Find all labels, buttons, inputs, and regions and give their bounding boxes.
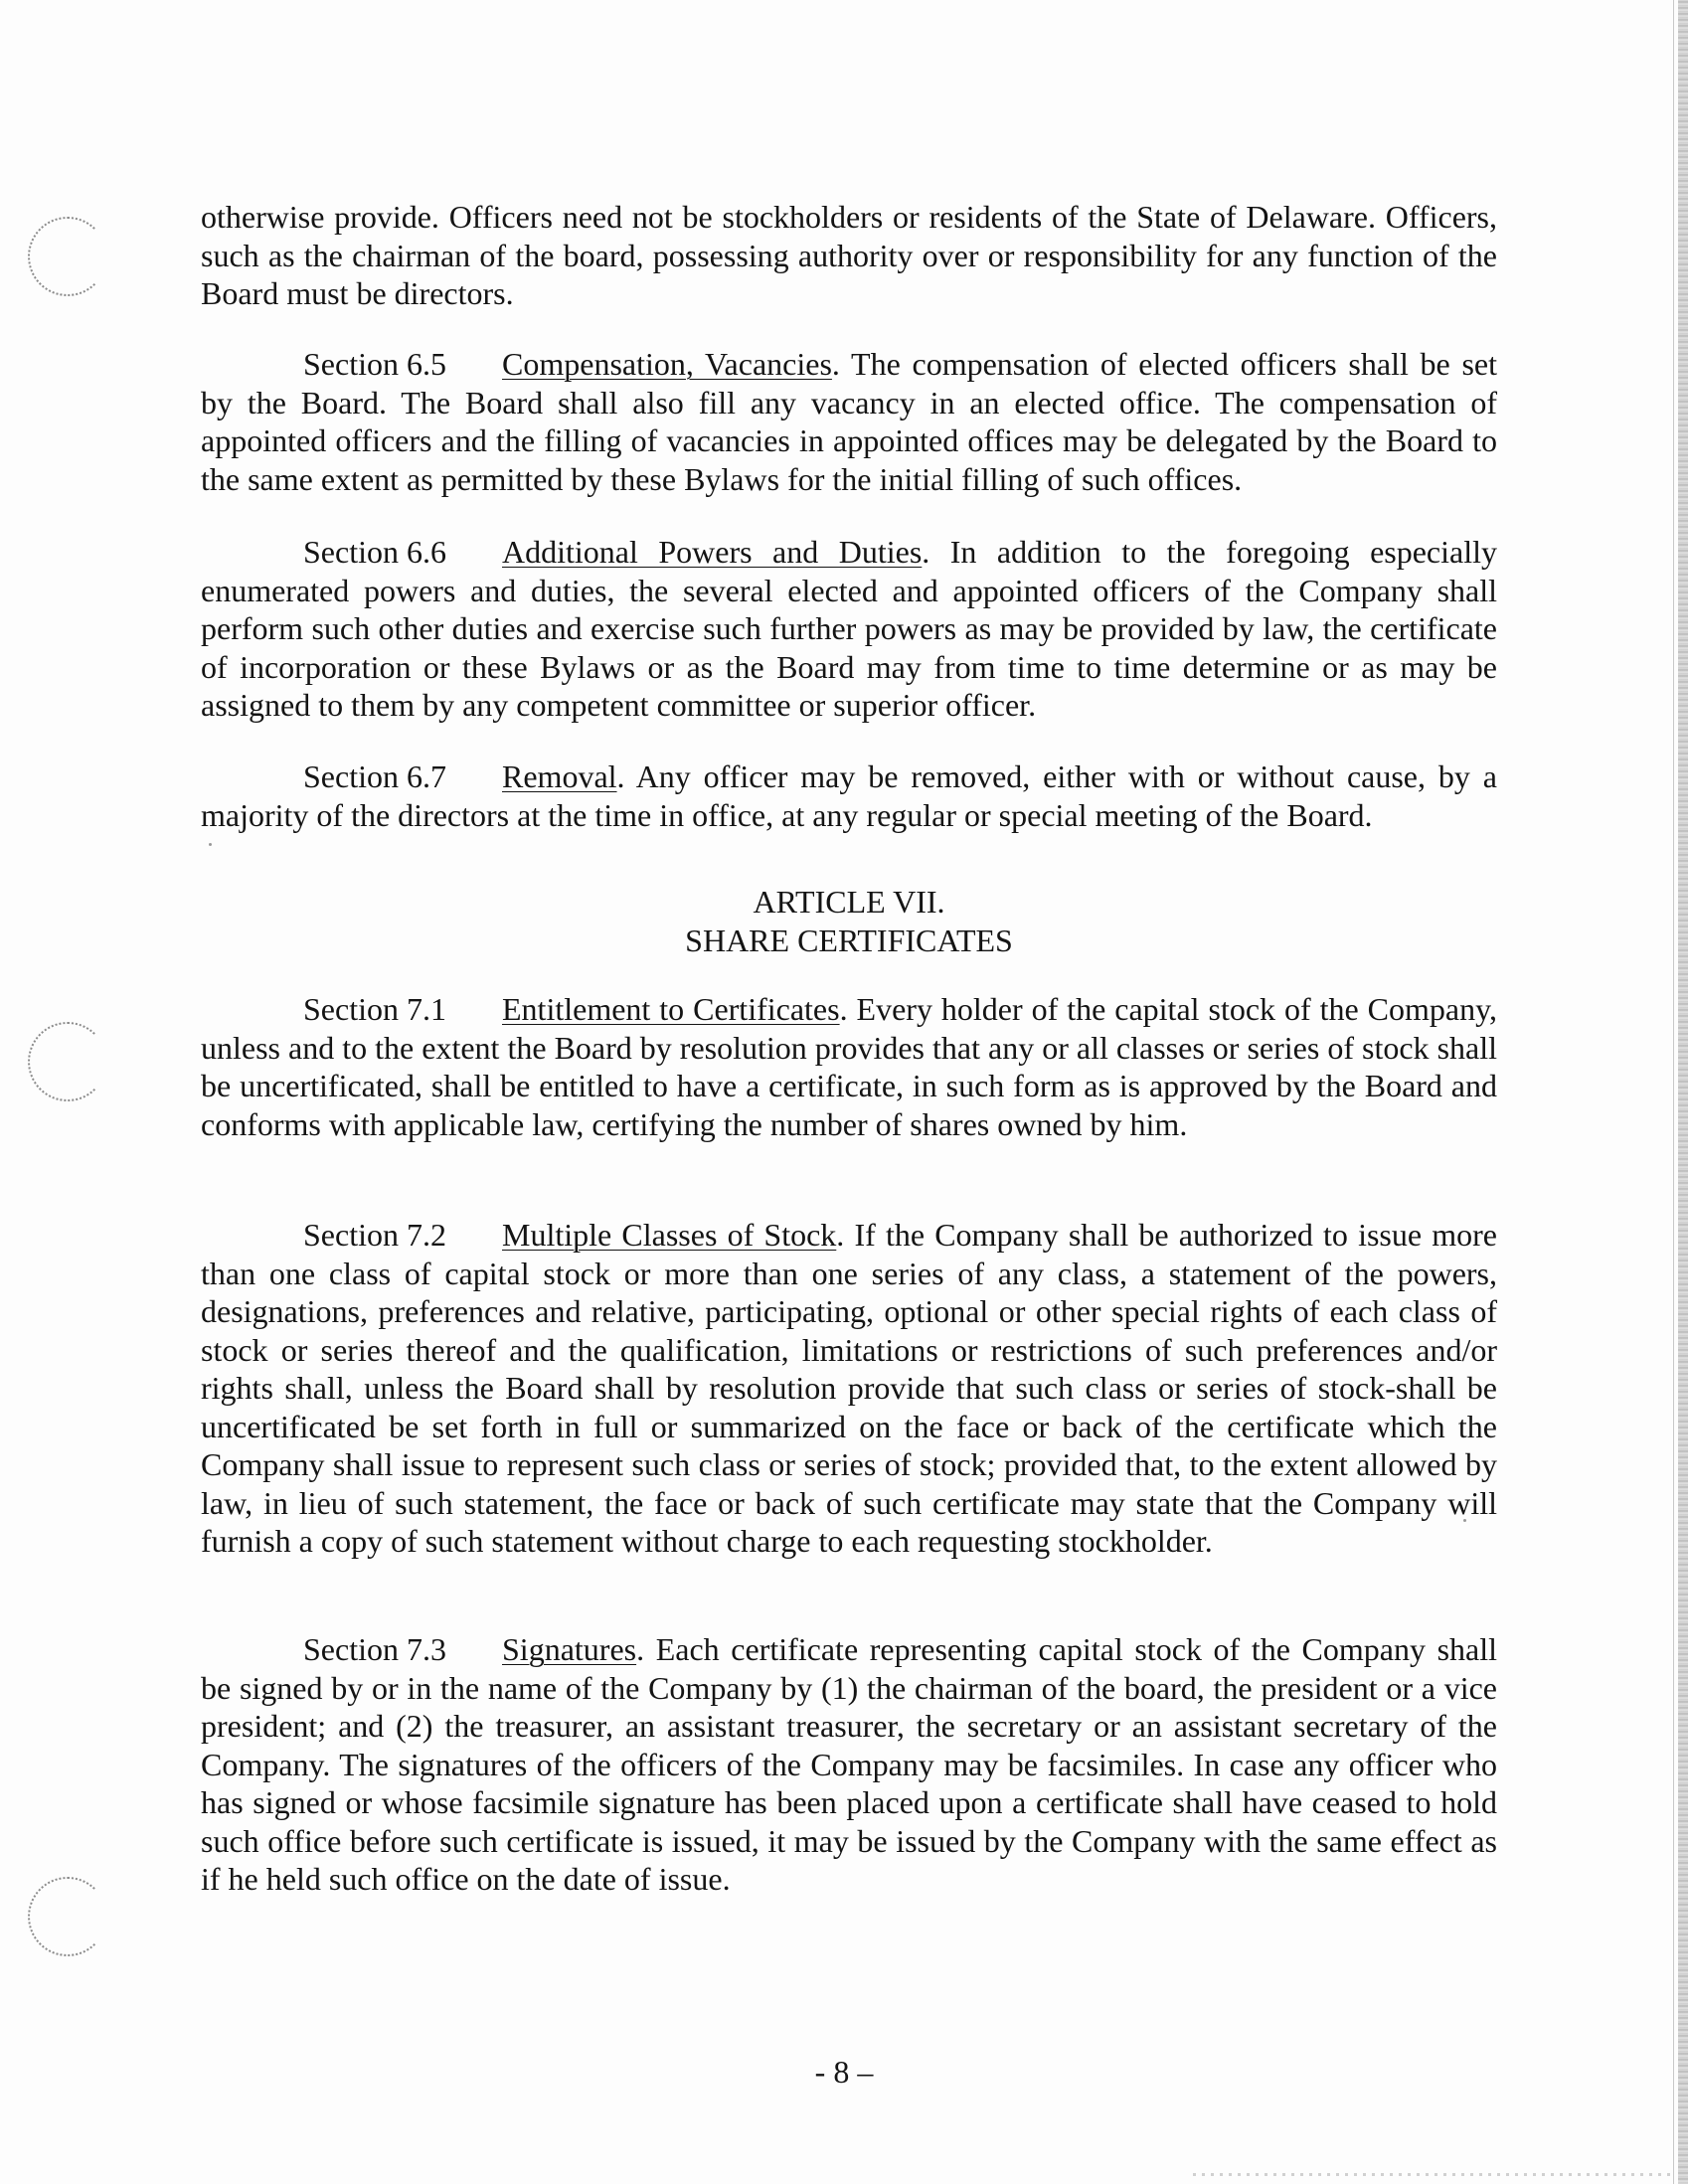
section-body: . Any officer may be removed, either with or without cause, by a majority of the directors at the time in office, at any regular or special meeting of the Board. [201,758,1497,833]
article-heading [201,883,1497,959]
section-heading: Compensation, Vacancies [502,346,832,382]
section-6-5 [201,345,1497,498]
paragraph-text: otherwise provide. Officers need not be stockholders or residents of the State of Delaware. Officers, such as the chairman of the board, possessing authority over or responsibility for any function of the Board must be directors. [201,199,1497,311]
section-heading: Additional Powers and Duties [502,534,923,570]
section-heading: Multiple Classes of Stock [502,1217,837,1253]
section-body: . The compensation of elected officers shall be set by the Board. The Board shall also fill any vacancy in an elected office. The compensation of appointed officers and the filling of vacancies in appointed offices may be delegated by the Board to the same extent as permitted by these Bylaws for the initial filling of such offices. [201,346,1498,497]
scan-dust [1193,2173,1670,2176]
page-number: - 8 – [814,2054,874,2090]
punch-hole-top-icon [28,217,107,296]
section-6-6 [201,533,1497,725]
punch-hole-middle-icon [28,1022,107,1101]
scan-edge-line [1673,0,1674,2184]
section-paragraph [201,1216,1497,1561]
article-number: ARTICLE VII. [753,884,945,920]
section-body: . Each certificate representing capital stock of the Company shall be signed by or in the name of the Company by (1) the chairman of the board, the president or a vice president; and (2) the treasurer, an assistant treasurer, the secretary or an assistant secretary of the Company. The signatures of the officers of the Company may be facsimiles. In case any officer who has signed or whose facsimile signature has been placed upon a certificate shall have ceased to hold such office before such certificate is issued, it may be issued by the Company with the same effect as if he held such office on the date of issue. [201,1631,1497,1897]
paragraph-continuation [201,198,1497,313]
section-number: Section 6.7 [303,758,446,794]
scan-edge-shading [1678,0,1688,2184]
article-title: SHARE CERTIFICATES [685,922,1013,958]
section-heading: Entitlement to Certificates [502,991,840,1027]
section-7-3 [201,1630,1497,1899]
section-7-1 [201,990,1497,1143]
section-number: Section 7.2 [303,1217,446,1253]
punch-hole-bottom-icon [28,1877,107,1956]
section-number: Section 7.1 [303,991,446,1027]
section-heading: Signatures [502,1631,637,1667]
section-paragraph [201,1630,1497,1899]
section-body: . In addition to the foregoing especially enumerated powers and duties, the several elected and appointed officers of the Company shall perform such other duties and exercise such further powers as may be provided by law, the certificate of incorporation or these Bylaws or as the Board may from time to time determine or as may be assigned to them by any competent committee or superior officer. [201,534,1498,723]
section-body: . If the Company shall be authorized to issue more than one class of capital stock or more than one series of any class, a statement of the powers, designations, preferences and relative, participating, optional or other special rights of each class of stock or series thereof and the qualification, limitations or restrictions of such preferences and/or rights shall, unless the Board shall by resolution provide that such class or series of stock-shall be uncertificated be set forth in full or summarized on the face or back of the certificate which the Company shall issue to represent such class or series of stock; provided that, to the extent allowed by law, in lieu of such statement, the face or back of such certificate may state that the Company will furnish a copy of such statement without charge to each requesting stockholder. [201,1217,1497,1559]
section-paragraph [201,533,1497,725]
section-7-2 [201,1216,1497,1561]
section-paragraph [201,345,1497,498]
section-number: Section 6.6 [303,534,446,570]
section-paragraph [201,757,1497,834]
section-number: Section 6.5 [303,346,446,382]
section-paragraph [201,990,1497,1143]
scan-speck [209,843,212,846]
section-heading: Removal [502,758,617,794]
section-6-7 [201,757,1497,834]
section-number: Section 7.3 [303,1631,446,1667]
section-body: . Every holder of the capital stock of the Company, unless and to the extent the Board by resolution provides that any or all classes or series of stock shall be uncertificated, shall be entitled to have a certificate, in such form as is approved by the Board and conforms with applicable law, certifying the number of shares owned by him. [201,991,1497,1142]
